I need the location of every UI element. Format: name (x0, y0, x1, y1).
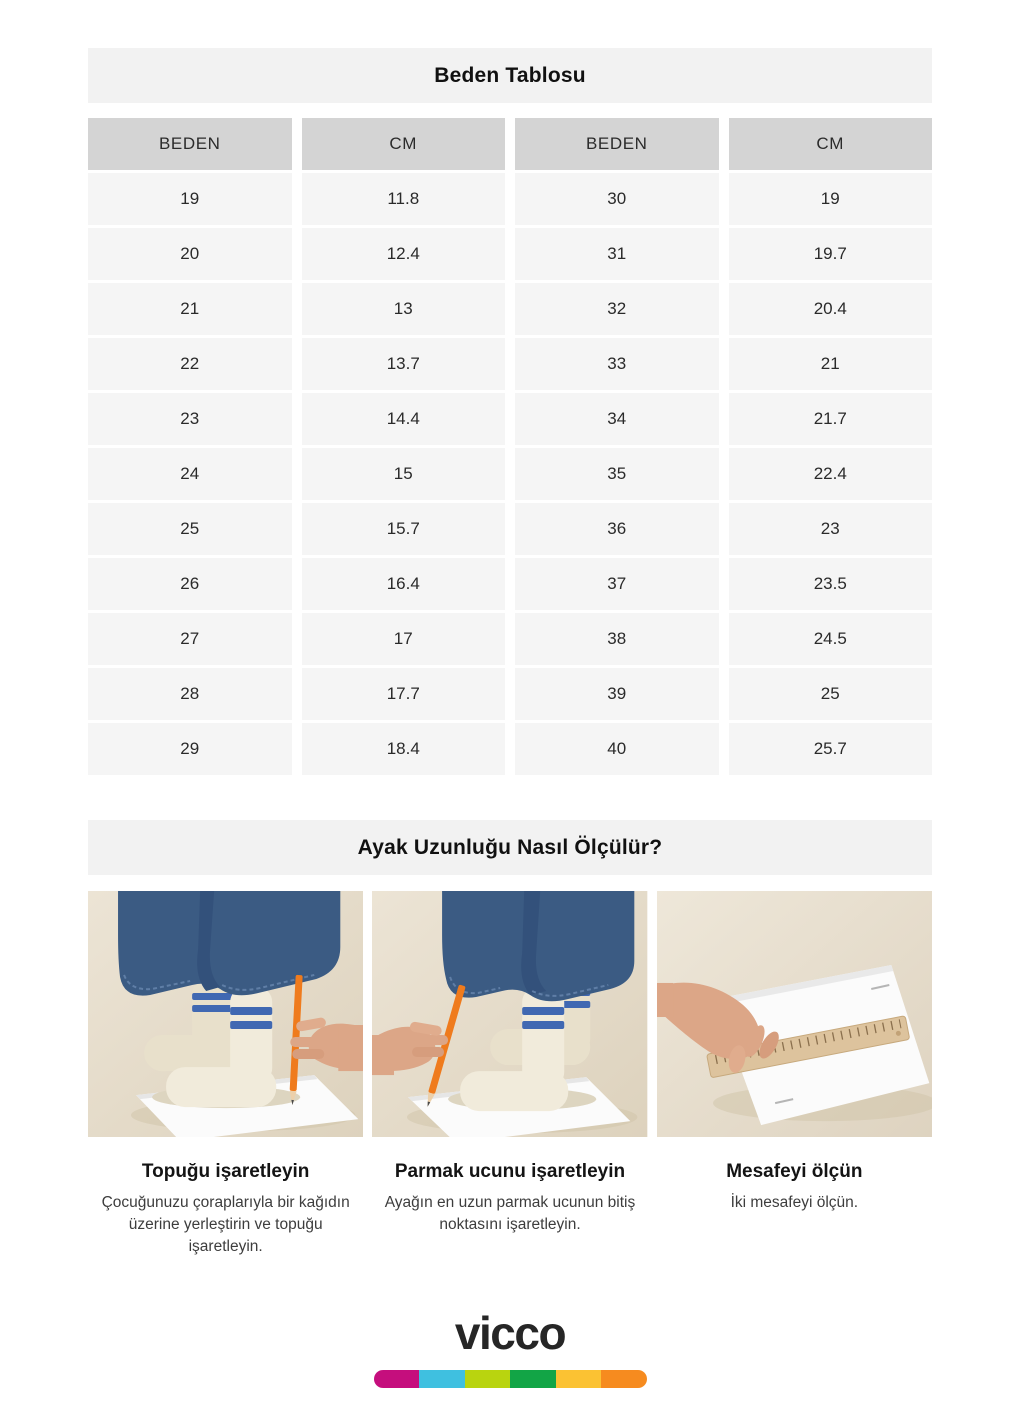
mark-toe-photo (372, 891, 647, 1137)
mark-heel-illustration (88, 891, 363, 1137)
size-table-cell: 30 (515, 173, 719, 225)
size-table-cell: 17 (302, 613, 506, 665)
size-table-cell: 33 (515, 338, 719, 390)
measure-steps (88, 891, 932, 1258)
size-table-cell: 20 (88, 228, 292, 280)
size-table-cell: 31 (515, 228, 719, 280)
size-table-cell: 13 (302, 283, 506, 335)
size-table-header-cm-2: CM (729, 118, 933, 170)
size-table-cell: 25 (729, 668, 933, 720)
size-table-cell: 16.4 (302, 558, 506, 610)
size-table-cell: 23 (88, 393, 292, 445)
step-measure-distance-description: İki mesafeyi ölçün. (730, 1194, 859, 1211)
brand-color-segment (601, 1370, 647, 1388)
step-mark-toe (372, 891, 647, 1258)
size-table-cell: 19.7 (729, 228, 933, 280)
step-measure-distance-title: Mesafeyi ölçün (726, 1161, 863, 1182)
brand-logo: vicco (454, 1307, 566, 1359)
size-table-cell: 37 (515, 558, 719, 610)
page (88, 48, 932, 1388)
size-chart-title-band (88, 48, 932, 103)
size-table-cell: 28 (88, 668, 292, 720)
size-table-cell: 24.5 (729, 613, 933, 665)
size-table-cell: 25 (88, 503, 292, 555)
size-table-cell: 14.4 (302, 393, 506, 445)
size-table-cell: 40 (515, 723, 719, 775)
size-table-cell: 38 (515, 613, 719, 665)
mark-toe-illustration (372, 891, 647, 1137)
size-table-cell: 17.7 (302, 668, 506, 720)
size-table-cell: 19 (88, 173, 292, 225)
measure-title: Ayak Uzunluğu Nasıl Ölçülür? (357, 835, 663, 859)
step-mark-heel-title: Topuğu işaretleyin (141, 1161, 310, 1182)
size-table-cell: 32 (515, 283, 719, 335)
step-mark-toe-title: Parmak ucunu işaretleyin (394, 1161, 626, 1182)
size-table-cell: 11.8 (302, 173, 506, 225)
brand-color-segment (419, 1370, 465, 1388)
size-table-cell: 23 (729, 503, 933, 555)
size-table-cell: 22 (88, 338, 292, 390)
size-table-cell: 21 (729, 338, 933, 390)
size-table-cell: 13.7 (302, 338, 506, 390)
size-table-cell: 21.7 (729, 393, 933, 445)
size-table-cell: 25.7 (729, 723, 933, 775)
size-table-header-beden-1: BEDEN (88, 118, 292, 170)
size-table-cell: 23.5 (729, 558, 933, 610)
size-table-cell: 39 (515, 668, 719, 720)
size-table-cell: 20.4 (729, 283, 933, 335)
size-table-cell: 18.4 (302, 723, 506, 775)
size-table-cell: 15 (302, 448, 506, 500)
measure-title-band (88, 820, 932, 875)
size-table (88, 118, 932, 775)
size-table-header-beden-2: BEDEN (515, 118, 719, 170)
size-table-cell: 36 (515, 503, 719, 555)
brand-color-segment (556, 1370, 602, 1388)
step-mark-heel (88, 891, 363, 1258)
size-table-cell: 12.4 (302, 228, 506, 280)
size-table-cell: 26 (88, 558, 292, 610)
step-mark-heel-description: Çocuğunuzu çoraplarıyla bir kağıdın üzerine yerleştirin ve topuğu işaretleyin. (101, 1194, 350, 1255)
measure-distance-photo (657, 891, 932, 1137)
size-table-cell: 34 (515, 393, 719, 445)
size-table-cell: 19 (729, 173, 933, 225)
size-table-cell: 24 (88, 448, 292, 500)
footer (88, 1307, 932, 1388)
size-table-cell: 22.4 (729, 448, 933, 500)
step-mark-toe-description: Ayağın en uzun parmak ucunun bitiş noktasını işaretleyin. (384, 1194, 636, 1233)
size-table-cell: 29 (88, 723, 292, 775)
brand-color-segment (374, 1370, 420, 1388)
step-measure-distance (657, 891, 932, 1258)
brand-color-segment (510, 1370, 556, 1388)
brand-color-segment (465, 1370, 511, 1388)
size-table-cell: 27 (88, 613, 292, 665)
measure-distance-illustration (657, 891, 932, 1137)
mark-heel-photo (88, 891, 363, 1137)
size-table-cell: 21 (88, 283, 292, 335)
brand-colorbar (374, 1370, 647, 1388)
size-table-cell: 35 (515, 448, 719, 500)
size-table-cell: 15.7 (302, 503, 506, 555)
size-table-header-cm-1: CM (302, 118, 506, 170)
size-chart-title: Beden Tablosu (434, 63, 586, 87)
